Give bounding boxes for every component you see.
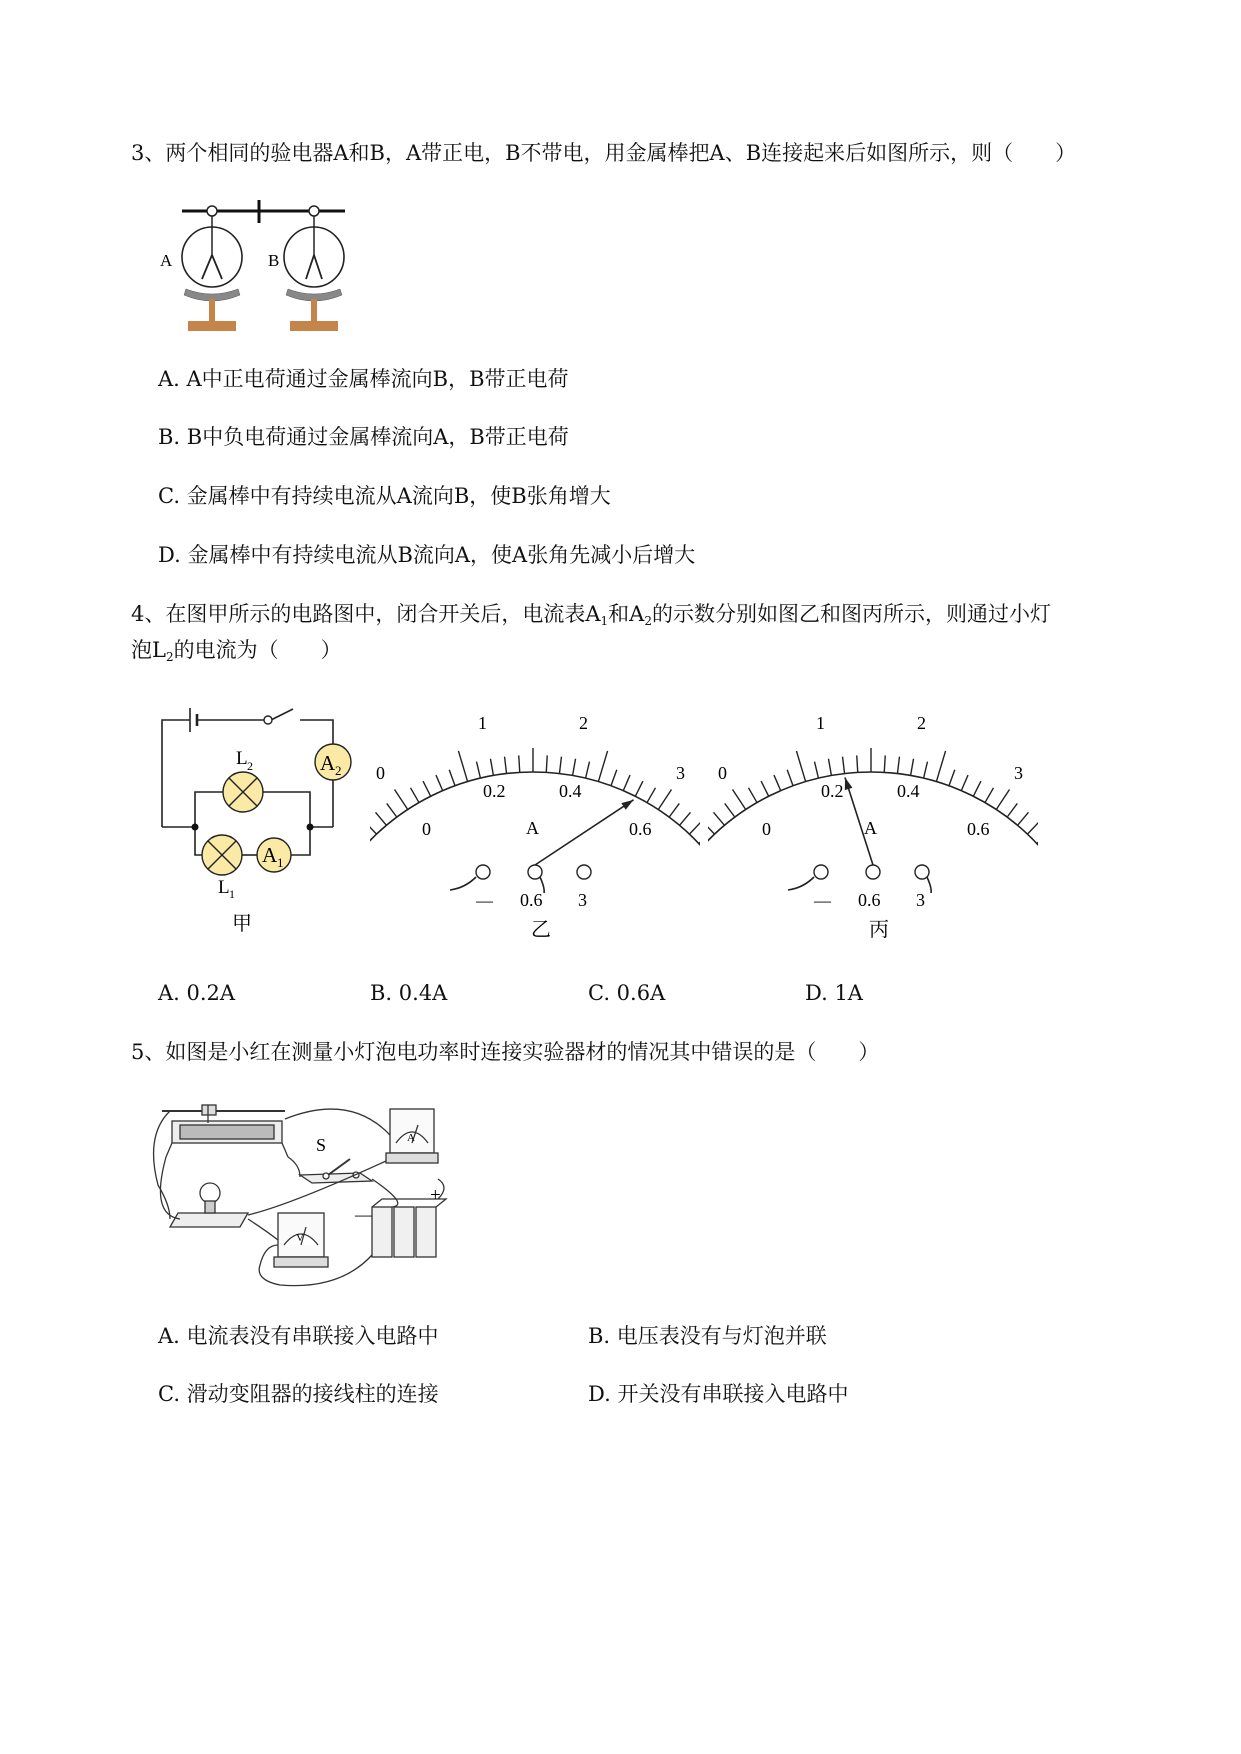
svg-text:2: 2 [579, 713, 588, 733]
q4-meter-bing [708, 700, 1038, 948]
meter-needle [535, 800, 634, 865]
scale-tick [598, 751, 607, 782]
scale-tick [647, 788, 656, 803]
lamp-on-base [170, 1183, 248, 1227]
scale-tick [387, 803, 397, 817]
svg-text:3: 3 [916, 890, 925, 910]
q4-option-a[interactable]: A. 0.2A [158, 981, 236, 1005]
q5-option-c[interactable]: C. 滑动变阻器的接线柱的连接 [158, 1382, 439, 1406]
scale-tick [573, 759, 576, 776]
scale-tick [1027, 822, 1038, 834]
q3-option-b[interactable]: B. B中负电荷通过金属棒流向A，B带正电荷 [158, 425, 569, 449]
scale-tick [828, 759, 831, 776]
scale-tick [761, 781, 769, 796]
meter-needle-head [621, 800, 633, 810]
scale-tick [996, 789, 1009, 809]
svg-text:3: 3 [1014, 763, 1023, 783]
lamp-l2-symbol [223, 772, 263, 812]
scale-tick [370, 822, 377, 834]
rheostat [162, 1105, 288, 1157]
scale-tick [725, 803, 735, 817]
svg-text:0.6: 0.6 [629, 819, 652, 839]
scale-tick [586, 762, 590, 779]
scale-tick [669, 803, 679, 817]
scale-tick [985, 788, 994, 803]
scale-tick [476, 762, 480, 779]
q5-option-d[interactable]: D. 开关没有串联接入电路中 [588, 1382, 849, 1406]
scale-tick [949, 770, 955, 786]
q3-option-c[interactable]: C. 金属棒中有持续电流从A流向B，使B张角增大 [158, 484, 611, 508]
svg-text:0.6: 0.6 [520, 890, 543, 910]
svg-text:0.6: 0.6 [967, 819, 990, 839]
scale-tick [423, 781, 431, 796]
scale-tick [897, 757, 899, 774]
svg-text:2: 2 [917, 713, 926, 733]
scale-tick [546, 755, 547, 772]
electroscope-a [182, 206, 242, 331]
scale-tick [796, 751, 805, 782]
scale-tick [436, 775, 443, 791]
svg-text:+: + [430, 1185, 441, 1206]
q4-meter-yi [370, 700, 700, 948]
scale-tick [814, 762, 818, 779]
battery-pack [372, 1199, 446, 1257]
svg-text:0.2: 0.2 [483, 781, 506, 801]
lamp-l1-symbol [202, 835, 242, 875]
scale-tick [857, 755, 858, 772]
scale-tick [1007, 803, 1017, 817]
svg-text:A: A [407, 1132, 415, 1144]
scale-tick [924, 762, 928, 779]
scale-tick [699, 832, 700, 844]
svg-text:V: V [296, 1232, 304, 1244]
q4-option-d[interactable]: D. 1A [805, 981, 863, 1005]
svg-text:A: A [864, 818, 877, 838]
svg-text:—: — [355, 1205, 372, 1224]
svg-text:0.2: 0.2 [821, 781, 844, 801]
svg-text:2: 2 [335, 763, 342, 778]
q5-option-b[interactable]: B. 电压表没有与灯泡并联 [588, 1324, 827, 1348]
scale-tick [884, 755, 885, 772]
scale-tick [689, 822, 700, 834]
scale-tick [1037, 832, 1038, 844]
svg-text:甲: 甲 [232, 913, 252, 935]
svg-text:乙: 乙 [531, 919, 551, 941]
svg-text:2: 2 [247, 759, 253, 773]
scale-tick [714, 812, 725, 825]
q5-option-a[interactable]: A. 电流表没有串联接入电路中 [158, 1324, 439, 1348]
q3-stem: 3、两个相同的验电器A和B，A带正电，B不带电，用金属棒把A、B连接起来后如图所示，则（ ） [131, 141, 1077, 165]
scale-tick [749, 788, 758, 803]
q4-stem-line2: 泡$L_2$的电流为（ ） [131, 638, 342, 664]
svg-text:—: — [814, 891, 831, 910]
scale-tick [733, 789, 746, 809]
scale-tick [505, 757, 507, 774]
scale-tick [658, 789, 671, 809]
scale-tick [490, 759, 493, 776]
svg-text:0.4: 0.4 [897, 781, 920, 801]
svg-text:0.4: 0.4 [559, 781, 582, 801]
scale-tick [449, 770, 455, 786]
q4-stem-line1: 4、在图甲所示的电路图中，闭合开关后，电流表$A_1$和$A_2$的示数分别如图乙和图丙所示，则通过小灯 [131, 602, 1051, 628]
scale-tick [395, 789, 408, 809]
scale-tick [973, 781, 981, 796]
scale-tick [843, 757, 845, 774]
svg-text:丙: 丙 [869, 919, 889, 941]
svg-text:1: 1 [816, 713, 825, 733]
electroscope-b [284, 206, 344, 331]
q3-electroscope-figure [150, 195, 360, 340]
scale-tick [774, 775, 781, 791]
scale-tick [911, 759, 914, 776]
scale-tick [1018, 812, 1029, 825]
svg-text:S: S [316, 1135, 327, 1155]
q3-option-a[interactable]: A. A中正电荷通过金属棒流向B，B带正电荷 [158, 367, 569, 391]
q5-apparatus-figure [150, 1095, 450, 1295]
scale-tick [787, 770, 793, 786]
scale-tick [559, 757, 561, 774]
scale-tick [708, 822, 715, 834]
svg-text:0: 0 [422, 819, 431, 839]
q5-stem: 5、如图是小红在测量小灯泡电功率时连接实验器材的情况其中错误的是（ ） [131, 1040, 880, 1064]
svg-text:1: 1 [229, 887, 235, 901]
label-b: B [268, 251, 280, 270]
scale-tick [936, 751, 945, 782]
svg-text:A: A [262, 843, 278, 867]
svg-text:A: A [526, 818, 539, 838]
scale-tick [961, 775, 968, 791]
svg-text:0.6: 0.6 [858, 890, 881, 910]
scale-tick [611, 770, 617, 786]
svg-text:0: 0 [376, 763, 385, 783]
scale-tick [623, 775, 630, 791]
q4-option-b[interactable]: B. 0.4A [370, 981, 448, 1005]
scale-tick [376, 812, 387, 825]
svg-text:3: 3 [578, 890, 587, 910]
meter-needle-head [845, 778, 853, 791]
label-a: A [160, 251, 173, 270]
scale-tick [680, 812, 691, 825]
scale-tick [519, 755, 520, 772]
scale-tick [635, 781, 643, 796]
svg-text:—: — [476, 891, 493, 910]
q4-option-c[interactable]: C. 0.6A [588, 981, 666, 1005]
svg-text:3: 3 [676, 763, 685, 783]
svg-text:1: 1 [478, 713, 487, 733]
svg-text:0: 0 [762, 819, 771, 839]
svg-text:1: 1 [277, 855, 284, 870]
q4-circuit-diagram [150, 700, 370, 945]
svg-text:L: L [236, 748, 248, 769]
q3-option-d[interactable]: D. 金属棒中有持续电流从B流向A，使A张角先减小后增大 [158, 543, 696, 567]
svg-text:0: 0 [718, 763, 727, 783]
switch [300, 1159, 372, 1183]
svg-text:L: L [218, 877, 230, 898]
scale-tick [458, 751, 467, 782]
svg-text:A: A [320, 751, 336, 775]
scale-tick [411, 788, 420, 803]
